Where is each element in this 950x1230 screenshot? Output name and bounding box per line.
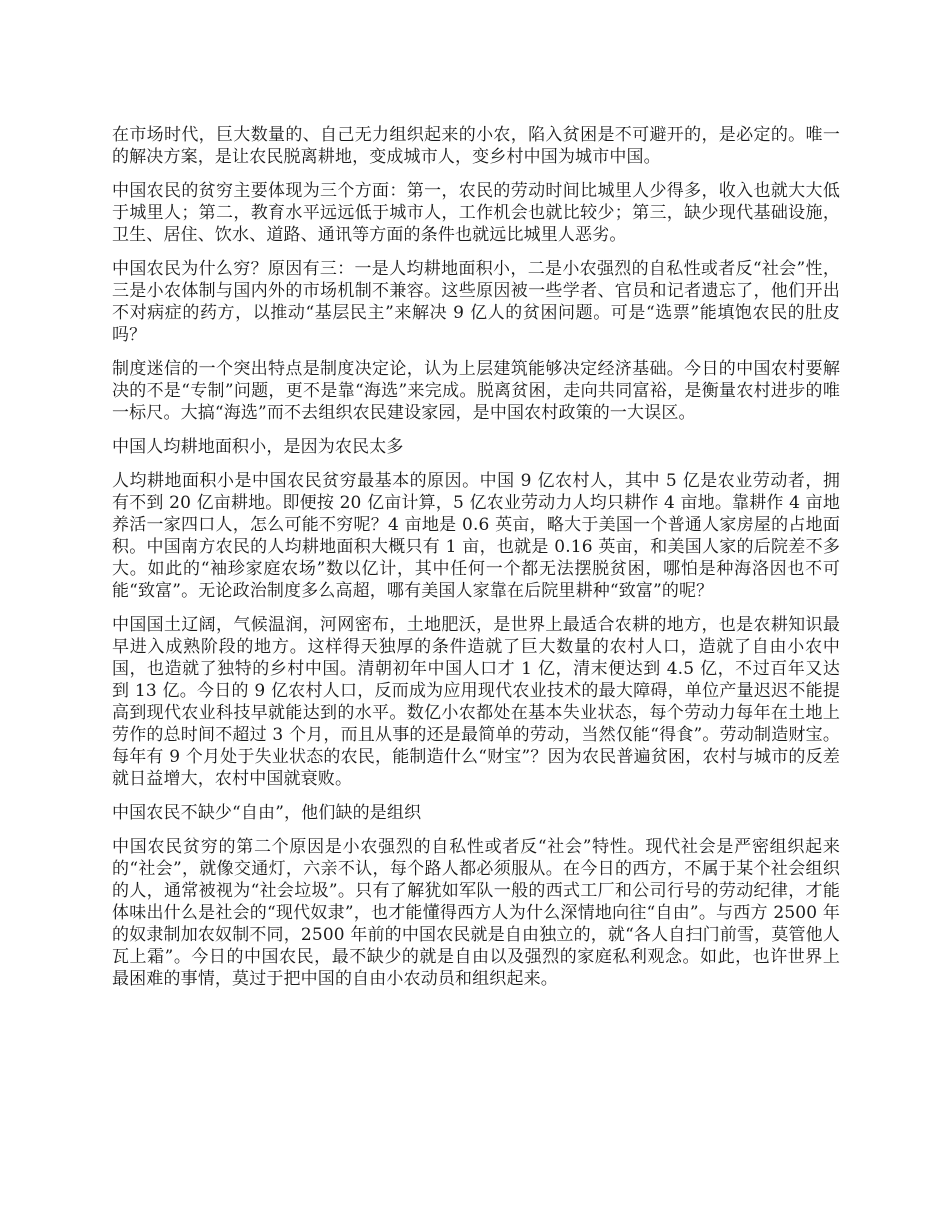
- paragraph-market-era: 在市场时代，巨大数量的、自己无力组织起来的小农，陷入贫困是不可避开的，是必定的。唯一的解决方案，是让农民脱离耕地，变成城市人，变乡村中国为城市中国。: [112, 125, 840, 167]
- paragraph-farmland-per-capita: 人均耕地面积小是中国农民贫穷最基本的原因。中国 9 亿农村人，其中 5 亿是农业劳动者，拥有不到 20 亿亩耕地。即便按 20 亿亩计算，5 亿农业劳动力人均只耕作 4 亩地。靠耕作 4 亩地养活一家四口人，怎么可能不穷呢？4 亩地是 0.6 英亩，略大于美国一个普通人家房屋的占地面积。中国南方农民的人均耕地面积大概只有 1 亩，也就是 0.16 英亩，和美国人家的后院差不多大。如此的“袖珍家庭农场”数以亿计，其中任何一个都无法摆脱贫困，哪怕是种海洛因也不可能“致富”。无论政治制度多么高超，哪有美国人家靠在后院里耕种“致富”的呢？: [112, 471, 840, 601]
- paragraph-poverty-aspects: 中国农民的贫穷主要体现为三个方面：第一，农民的劳动时间比城里人少得多，收入也就大大低于城里人；第二，教育水平远远低于城市人，工作机会也就比较少；第三，缺少现代基础设施，卫生、居住、饮水、道路、通讯等方面的条件也就远比城里人恶劣。: [112, 181, 840, 245]
- paragraph-poverty-reasons: 中国农民为什么穷？原因有三：一是人均耕地面积小，二是小农强烈的自私性或者反“社会”性，三是小农体制与国内外的市场机制不兼容。这些原因被一些学者、官员和记者遗忘了，他们开出不对病症的药方，以推动“基层民主”来解决 9 亿人的贫困问题。可是“选票”能填饱农民的肚皮吗？: [112, 259, 840, 345]
- paragraph-rural-population: 中国国土辽阔，气候温润，河网密布，土地肥沃，是世界上最适合农耕的地方，也是农耕知识最早进入成熟阶段的地方。这样得天独厚的条件造就了巨大数量的农村人口，造就了自由小农中国，也造就了独特的乡村中国。清朝初年中国人口才 1 亿，清末便达到 4.5 亿，不过百年又达到 13 亿。今日的 9 亿农村人口，反而成为应用现代农业技术的最大障碍，单位产量迟迟不能提高到现代农业科技早就能达到的水平。数亿小农都处在基本失业状态，每个劳动力每年在土地上劳作的总时间不超过 3 个月，而且从事的还是最简单的劳动，当然仅能“得食”。劳动制造财宝。每年有 9 个月处于失业状态的农民，能制造什么“财宝”？因为农民普遍贫困，农村与城市的反差就日益增大，农村中国就衰败。: [112, 615, 840, 789]
- paragraph-organization: 中国农民贫穷的第二个原因是小农强烈的自私性或者反“社会”特性。现代社会是严密组织起来的“社会”，就像交通灯，六亲不认，每个路人都必须服从。在今日的西方，不属于某个社会组织的人，通常被视为“社会垃圾”。只有了解犹如军队一般的西式工厂和公司行号的劳动纪律，才能体味出什么是社会的“现代奴隶”，也才能懂得西方人为什么深情地向往“自由”。与西方 2500 年的奴隶制加农奴制不同，2500 年前的中国农民就是自由独立的，就“各人自扫门前雪，莫管他人瓦上霜”。今日的中国农民，最不缺少的就是自由以及强烈的家庭私利观念。如此，也许世界上最困难的事情，莫过于把中国的自由小农动员和组织起来。: [112, 837, 840, 989]
- section-heading-organization: 中国农民不缺少“自由”，他们缺的是组织: [112, 803, 422, 823]
- section-heading-farmland: 中国人均耕地面积小，是因为农民太多: [112, 437, 404, 457]
- document-body: [112, 124, 840, 1002]
- paragraph-institutional-superstition: 制度迷信的一个突出特点是制度决定论，认为上层建筑能够决定经济基础。今日的中国农村要解决的不是“专制”问题，更不是靠“海选”来完成。脱离贫困，走向共同富裕，是衡量农村进步的唯一标尺。大搞“海选”而不去组织农民建设家园，是中国农村政策的一大误区。: [112, 359, 840, 423]
